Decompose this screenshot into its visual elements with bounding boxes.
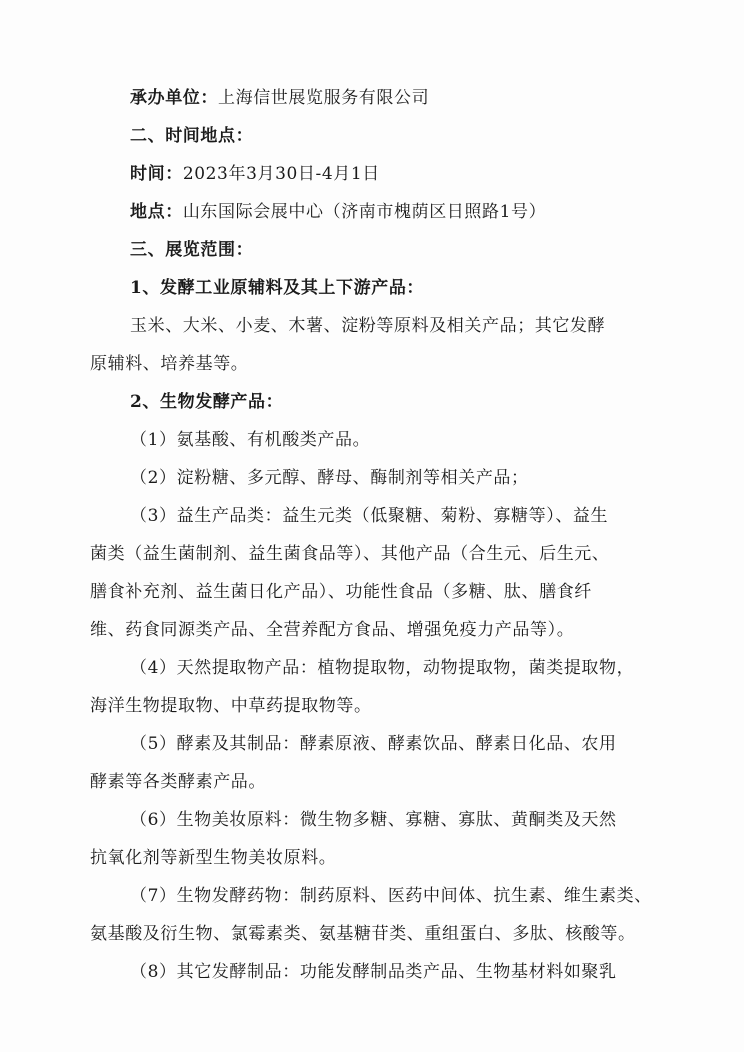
sub-item-8-line: （8）其它发酵制品：功能发酵制品类产品、生物基材料如聚乳 — [130, 962, 617, 982]
time-line — [130, 162, 380, 186]
sub-item-4-line: （4）天然提取物产品：植物提取物，动物提取物，菌类提取物， — [130, 658, 635, 678]
section3-heading: 三、展览范围： — [130, 240, 254, 260]
item1-heading: 1、发酵工业原辅料及其上下游产品： — [130, 278, 425, 298]
sub-item-7-line: （7）生物发酵药物：制药原料、医药中间体、抗生素、维生素类、 — [130, 886, 652, 906]
sub-item-5-line: 酵素等各类酵素产品。 — [90, 772, 266, 792]
place-line — [130, 200, 546, 224]
sub-item-7-line: 氨基酸及衍生物、氯霉素类、氨基糖苷类、重组蛋白、多肽、核酸等。 — [90, 924, 636, 944]
sub-item-1: （1）氨基酸、有机酸类产品。 — [130, 430, 371, 450]
sub-item-3-line: 维、药食同源类产品、全营养配方食品、增强免疫力产品等）。 — [90, 620, 575, 640]
sub-item-5-line: （5）酵素及其制品：酵素原液、酵素饮品、酵素日化品、农用 — [130, 734, 617, 754]
time-label: 时间： — [130, 164, 183, 184]
item1-text-line: 原辅料、培养基等。 — [90, 354, 249, 374]
sub-item-3-line: （3）益生产品类：益生元类（低聚糖、菊粉、寡糖等）、益生 — [130, 506, 609, 526]
sub-item-3-line: 膳食补充剂、益生菌日化产品）、功能性食品（多糖、肽、膳食纤 — [90, 582, 592, 602]
sub-item-3-line: 菌类（益生菌制剂、益生菌食品等）、其他产品（合生元、后生元、 — [90, 544, 610, 564]
organizer-line — [130, 86, 429, 110]
time-value: 2023年3月30日-4月1日 — [182, 164, 380, 184]
place-value: 山东国际会展中心（济南市槐荫区日照路1号） — [182, 202, 547, 222]
sub-item-2: （2）淀粉糖、多元醇、酵母、酶制剂等相关产品； — [130, 468, 529, 488]
item1-text-line: 玉米、大米、小麦、木薯、淀粉等原料及相关产品；其它发酵 — [130, 316, 606, 336]
sub-item-4-line: 海洋生物提取物、中草药提取物等。 — [90, 696, 372, 716]
sub-item-6-line: （6）生物美妆原料：微生物多糖、寡糖、寡肽、黄酮类及天然 — [130, 810, 617, 830]
organizer-value: 上海信世展览服务有限公司 — [218, 88, 430, 108]
section2-heading: 二、时间地点： — [130, 126, 254, 146]
organizer-label: 承办单位： — [130, 88, 218, 108]
place-label: 地点： — [130, 202, 183, 222]
sub-item-6-line: 抗氧化剂等新型生物美妆原料。 — [90, 848, 337, 868]
item2-heading: 2、生物发酵产品： — [130, 392, 284, 412]
